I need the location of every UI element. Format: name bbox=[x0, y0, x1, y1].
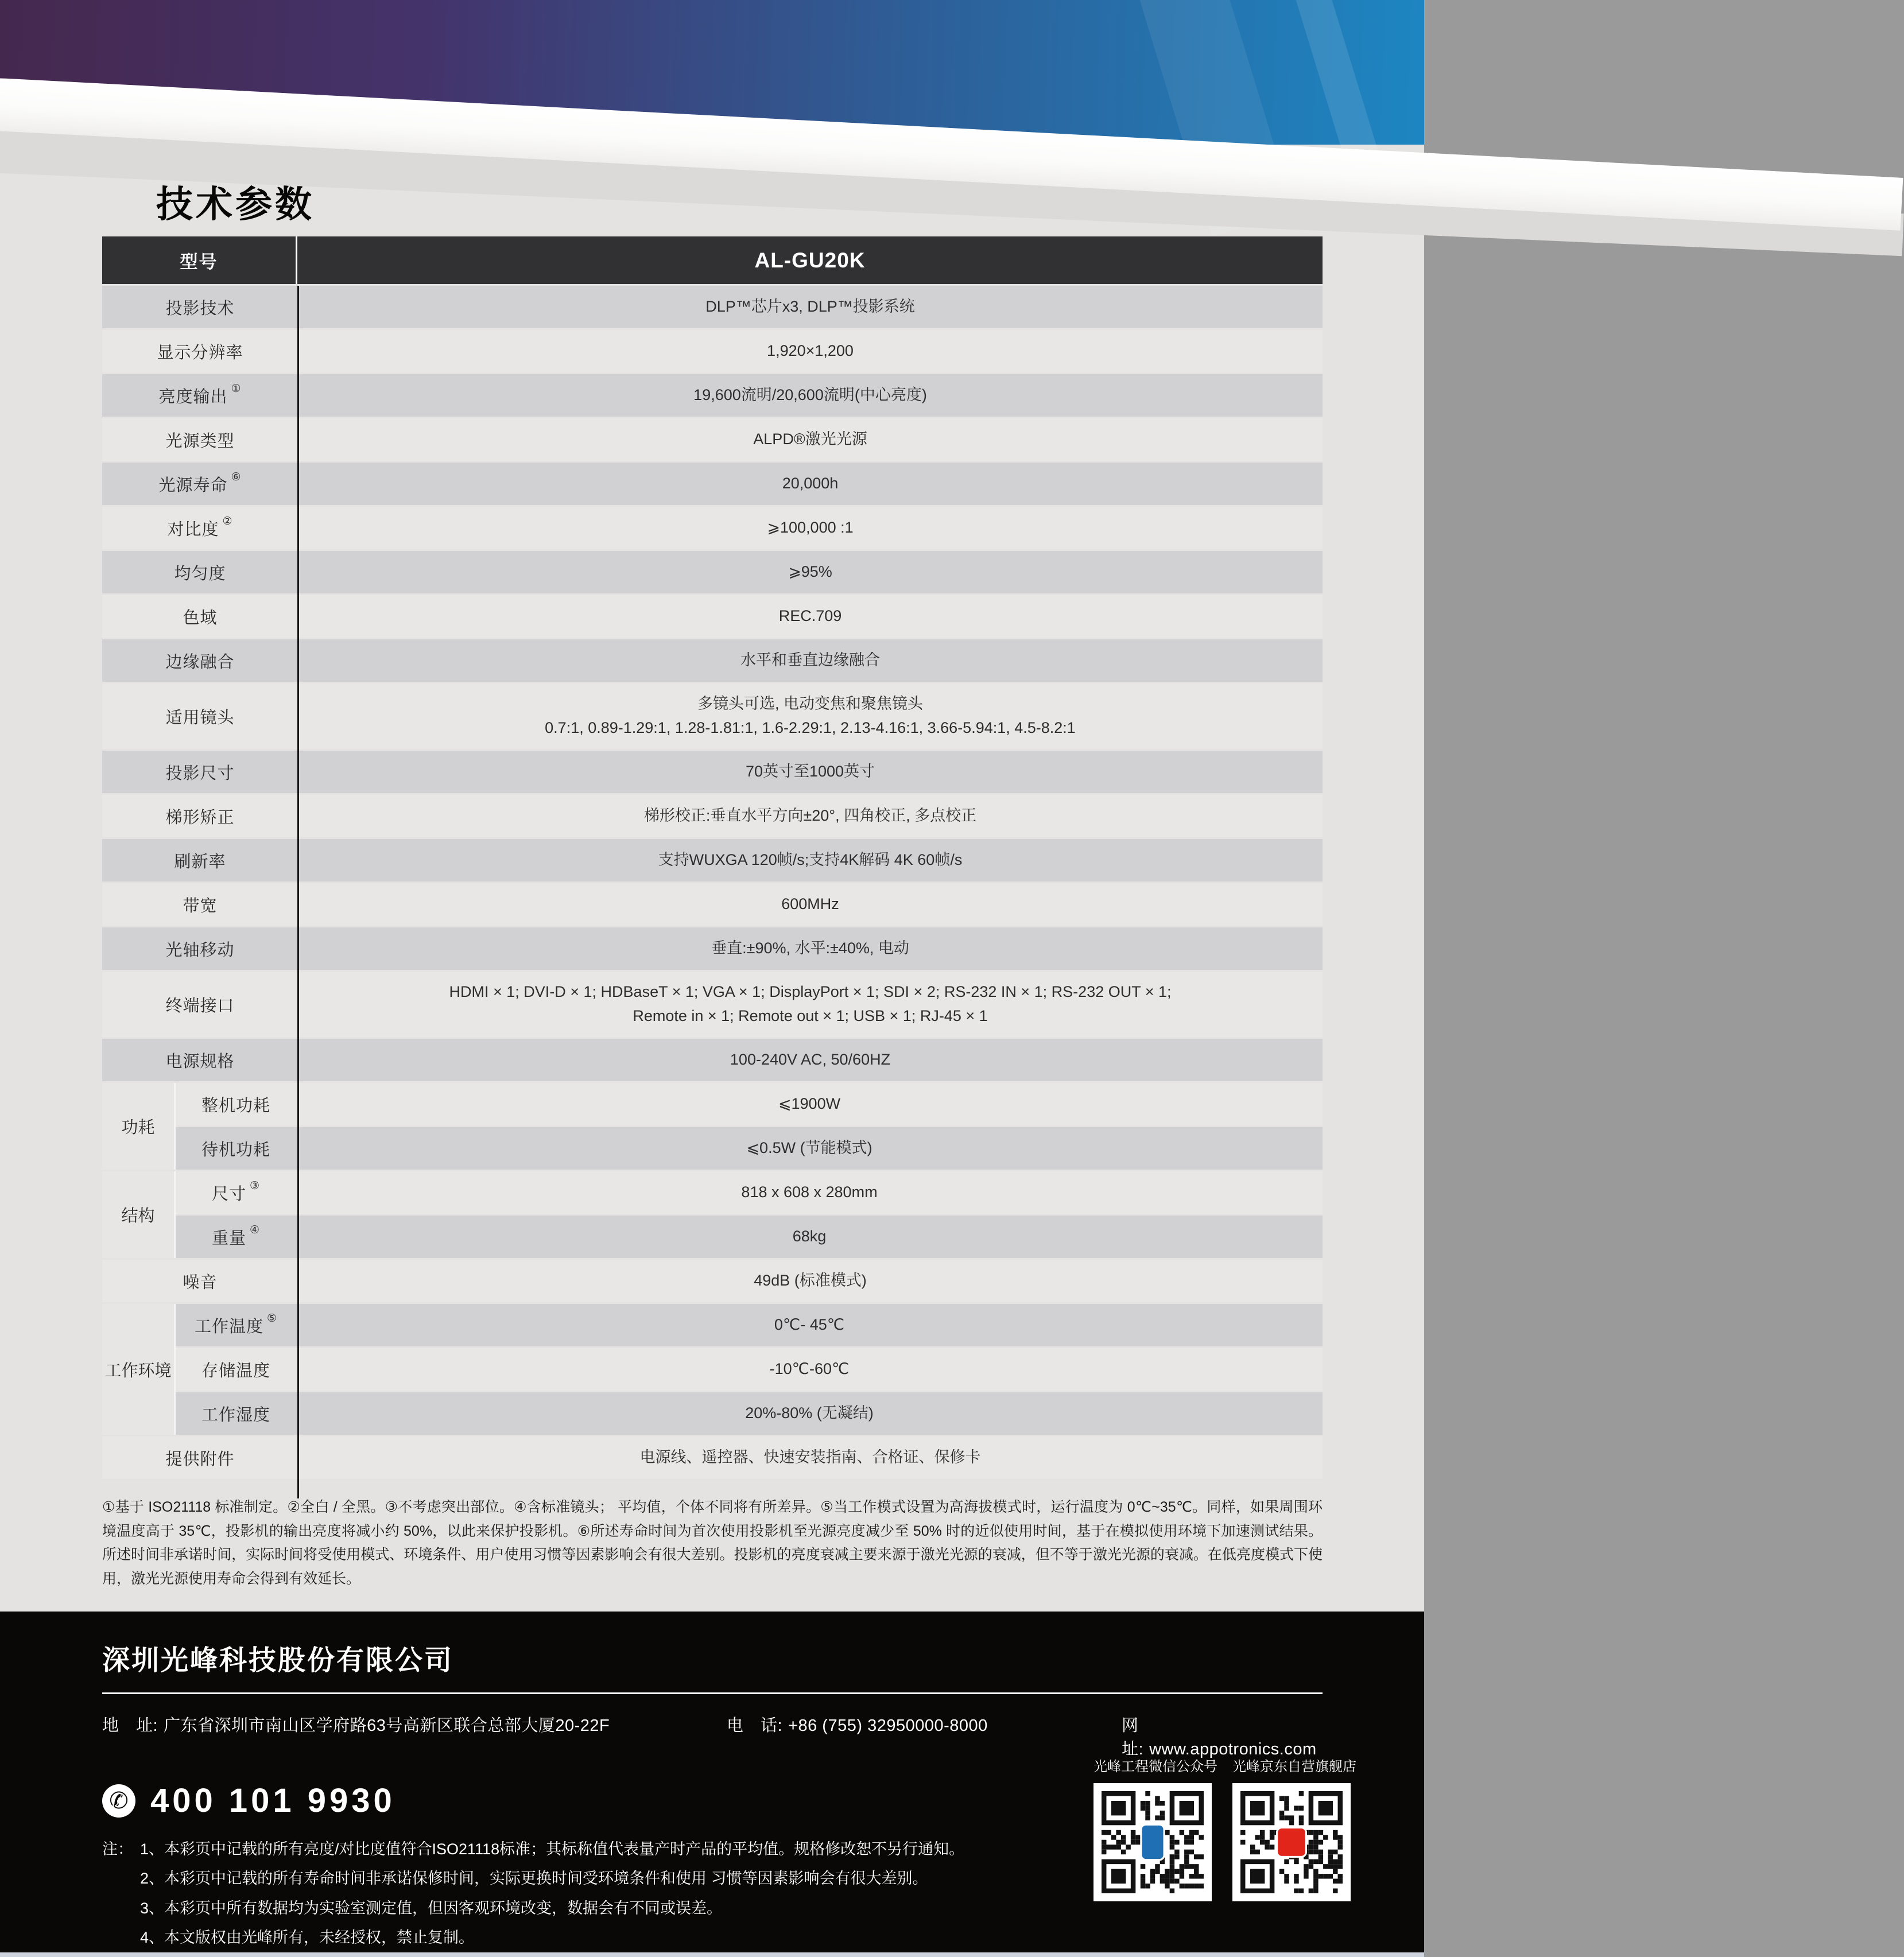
note-line: 4、本文版权由光峰所有，未经授权，禁止复制。 bbox=[140, 1928, 475, 1946]
qr-wechat: 光峰工程微信公众号 bbox=[1093, 1755, 1212, 1901]
table-row: 光源类型 ALPD®激光光源 bbox=[102, 418, 1323, 461]
table-row: 色域 REC.709 bbox=[102, 595, 1323, 638]
table-row: 对比度 ② ⩾100,000 :1 bbox=[102, 507, 1323, 549]
table-row: 投影技术 DLP™芯片x3, DLP™投影系统 bbox=[102, 286, 1323, 328]
table-row: 工作湿度 20%-80% (无凝结) bbox=[176, 1392, 1323, 1435]
table-row: 投影尺寸 70英寸至1000英寸 bbox=[102, 751, 1323, 793]
bottom-strip bbox=[0, 1952, 1424, 1957]
table-group-structure: 结构 尺寸 ③ 818 x 608 x 280mm 重量 ④ 68kg bbox=[102, 1171, 1323, 1258]
note-line: 1、本彩页中记载的所有亮度/对比度值符合ISO21118标准；其标称值代表量产时产品的平均值。规格修改恕不另行通知。 bbox=[140, 1840, 965, 1858]
table-row: 梯形矫正 梯形校正:垂直水平方向±20°, 四角校正, 多点校正 bbox=[102, 795, 1323, 837]
table-row: 光轴移动 垂直:±90%, 水平:±40%, 电动 bbox=[102, 927, 1323, 970]
footer bbox=[0, 1612, 1424, 1952]
contact-row bbox=[102, 1713, 1323, 1760]
company-name: 深圳光峰科技股份有限公司 bbox=[102, 1645, 454, 1676]
table-row: 适用镜头 多镜头可选, 电动变焦和聚焦镜头 0.7:1, 0.89-1.29:1, 1.28-1.81:1, 1.6-2.29:1, 2.13-4.16:1, 3.66-5.94:1, 4.5-8.2:1 bbox=[102, 684, 1323, 749]
table-row: 显示分辨率 1,920×1,200 bbox=[102, 330, 1323, 372]
qr-section bbox=[1093, 1755, 1356, 1901]
table-row: 亮度输出 ① 19,600流明/20,600流明(中心亮度) bbox=[102, 374, 1323, 417]
phone-icon: ✆ bbox=[102, 1784, 135, 1818]
wechat-qr-code bbox=[1102, 1791, 1204, 1893]
model-header-label: 型号 bbox=[102, 236, 297, 284]
table-row: 边缘融合 水平和垂直边缘融合 bbox=[102, 639, 1323, 682]
table-row: 带宽 600MHz bbox=[102, 883, 1323, 926]
note-line: 2、本彩页中记载的所有寿命时间非承诺保修时间，实际更换时间受环境条件和使用 习惯等因素影响会有很大差别。 bbox=[140, 1870, 928, 1888]
table-row: 光源寿命 ⑥ 20,000h bbox=[102, 463, 1323, 505]
notes: 注： 1、本彩页中记载的所有亮度/对比度值符合ISO21118标准；其标称值代表量产时产品的平均值。规格修改恕不另行通知。 2、本彩页中记载的所有寿命时间非承诺保修时间，实际更换时间受环境条件和使用 习惯等因素影响会有很大差别。 3、本彩页中所有数据均为实验室测定值，但因客观环境改变，数据会有不同或误差。 4、本文版权由光峰所有，未经授权，禁止复制。 bbox=[102, 1835, 1032, 1952]
phone: 电 话: +86 (755) 32950000-8000 bbox=[727, 1717, 988, 1735]
table-row: 终端接口 HDMI × 1; DVI-D × 1; HDBaseT × 1; VGA × 1; DisplayPort × 1; SDI × 2; RS-232 IN × 1; RS-232 OUT × 1; Remote in × 1; Remote out × 1; USB × 1; RJ-45 × 1 bbox=[102, 972, 1323, 1037]
table-row: 工作温度 ⑤ 0℃- 45℃ bbox=[176, 1304, 1323, 1346]
table-row: 尺寸 ③ 818 x 608 x 280mm bbox=[176, 1171, 1323, 1214]
table-row: 噪音 49dB (标准模式) bbox=[102, 1260, 1323, 1302]
hotline-number: 400 101 9930 bbox=[150, 1782, 395, 1819]
jd-qr-code bbox=[1240, 1791, 1343, 1893]
spec-table bbox=[102, 236, 1323, 1481]
table-body bbox=[102, 286, 1323, 1479]
table-row: 电源规格 100-240V AC, 50/60HZ bbox=[102, 1039, 1323, 1081]
page-title: 技术参数 bbox=[156, 184, 315, 225]
top-banner bbox=[0, 0, 1424, 178]
note-line: 3、本彩页中所有数据均为实验室测定值，但因客观环境改变，数据会有不同或误差。 bbox=[140, 1899, 723, 1917]
table-row: 存储温度 -10℃-60℃ bbox=[176, 1348, 1323, 1391]
table-header-row bbox=[102, 236, 1323, 284]
table-row: 均匀度 ⩾95% bbox=[102, 551, 1323, 593]
table-row: 重量 ④ 68kg bbox=[176, 1216, 1323, 1258]
qr-jd: 光峰京东自营旗舰店 bbox=[1232, 1755, 1351, 1901]
model-name: AL-GU20K bbox=[754, 248, 866, 272]
table-row: 整机功耗 ⩽1900W bbox=[176, 1083, 1323, 1125]
footer-divider bbox=[102, 1692, 1323, 1694]
website: 网 址: www.appotronics.com bbox=[1122, 1717, 1317, 1758]
table-row: 刷新率 支持WUXGA 120帧/s;支持4K解码 4K 60帧/s bbox=[102, 839, 1323, 882]
table-row: 提供附件 电源线、遥控器、快速安装指南、合格证、保修卡 bbox=[102, 1436, 1323, 1479]
table-group-power: 功耗 整机功耗 ⩽1900W 待机功耗 ⩽0.5W (节能模式) bbox=[102, 1083, 1323, 1170]
table-group-environment: 工作环境 工作温度 ⑤ 0℃- 45℃ 存储温度 -10℃-60℃ 工作湿度 20%-80% (无凝结) bbox=[102, 1304, 1323, 1435]
table-row: 待机功耗 ⩽0.5W (节能模式) bbox=[176, 1127, 1323, 1170]
address: 地 址: 广东省深圳市南山区学府路63号高新区联合总部大厦20-22F bbox=[102, 1717, 610, 1735]
footnote: ①基于 ISO21118 标准制定。②全白 / 全黑。③不考虑突出部位。④含标准镜头； 平均值，个体不同将有所差异。⑤当工作模式设置为高海拔模式时，运行温度为 0℃~35℃。同样，如果周围环境温度高于 35℃，投影机的输出亮度将减小约 50%，以此来保护投影机。⑥所述寿命时间为首次使用投影机至光源亮度减少至 50% 时的近似使用时间，基于在模拟使用环境下加速测试结果。所述时间非承诺时间，实际时间将受使用模式、环境条件、用户使用习惯等因素影响会有很大差别。投影机的亮度衰减主要来源于激光光源的衰减，但不等于激光光源的衰减。在低亮度模式下使用，激光光源使用寿命会得到有效延长。 bbox=[102, 1499, 1323, 1587]
